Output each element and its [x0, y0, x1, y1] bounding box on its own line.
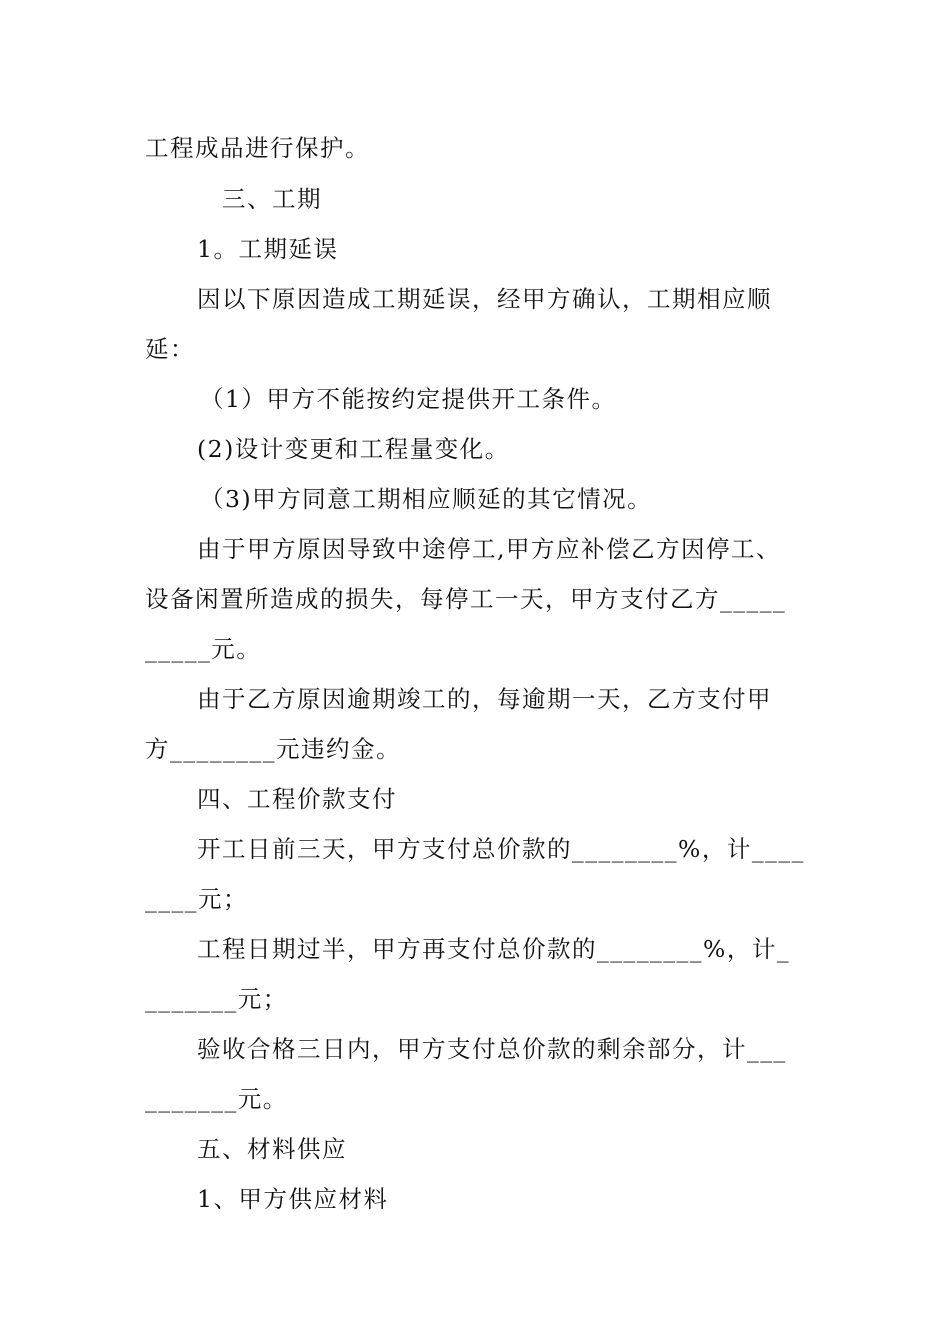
section-heading: 五、材料供应	[197, 1135, 347, 1163]
text-line: _______元；	[145, 985, 288, 1013]
subsection-heading: 1、甲方供应材料	[197, 1185, 389, 1213]
text-line: 方________元违约金。	[145, 735, 401, 763]
list-item: （1）甲方不能按约定提供开工条件。	[200, 385, 617, 413]
list-item: （3)甲方同意工期相应顺延的其它情况。	[200, 485, 653, 513]
text-line: 设备闲置所造成的损失，每停工一天，甲方支付乙方_____	[145, 585, 787, 613]
text-line: 工程日期过半，甲方再支付总价款的________%，计_	[197, 935, 791, 963]
section-heading: 三、工期	[222, 185, 322, 213]
text-line: 工程成品进行保护。	[145, 134, 370, 162]
text-line: ____元；	[145, 885, 248, 913]
text-line: _____元。	[145, 635, 262, 663]
text-line: 因以下原因造成工期延误，经甲方确认，工期相应顺	[197, 285, 772, 313]
text-line: 验收合格三日内，甲方支付总价款的剩余部分，计___	[197, 1035, 787, 1063]
list-item: (2)设计变更和工程量变化。	[197, 435, 510, 463]
text-line: _______元。	[145, 1085, 288, 1113]
subsection-heading: 1。工期延误	[197, 235, 339, 263]
text-line: 延：	[145, 335, 195, 363]
text-line: 由于乙方原因逾期竣工的，每逾期一天，乙方支付甲	[197, 685, 772, 713]
text-line: 开工日前三天，甲方支付总价款的________%，计____	[197, 835, 805, 863]
text-line: 由于甲方原因导致中途停工,甲方应补偿乙方因停工、	[197, 535, 781, 563]
section-heading: 四、工程价款支付	[197, 785, 397, 813]
